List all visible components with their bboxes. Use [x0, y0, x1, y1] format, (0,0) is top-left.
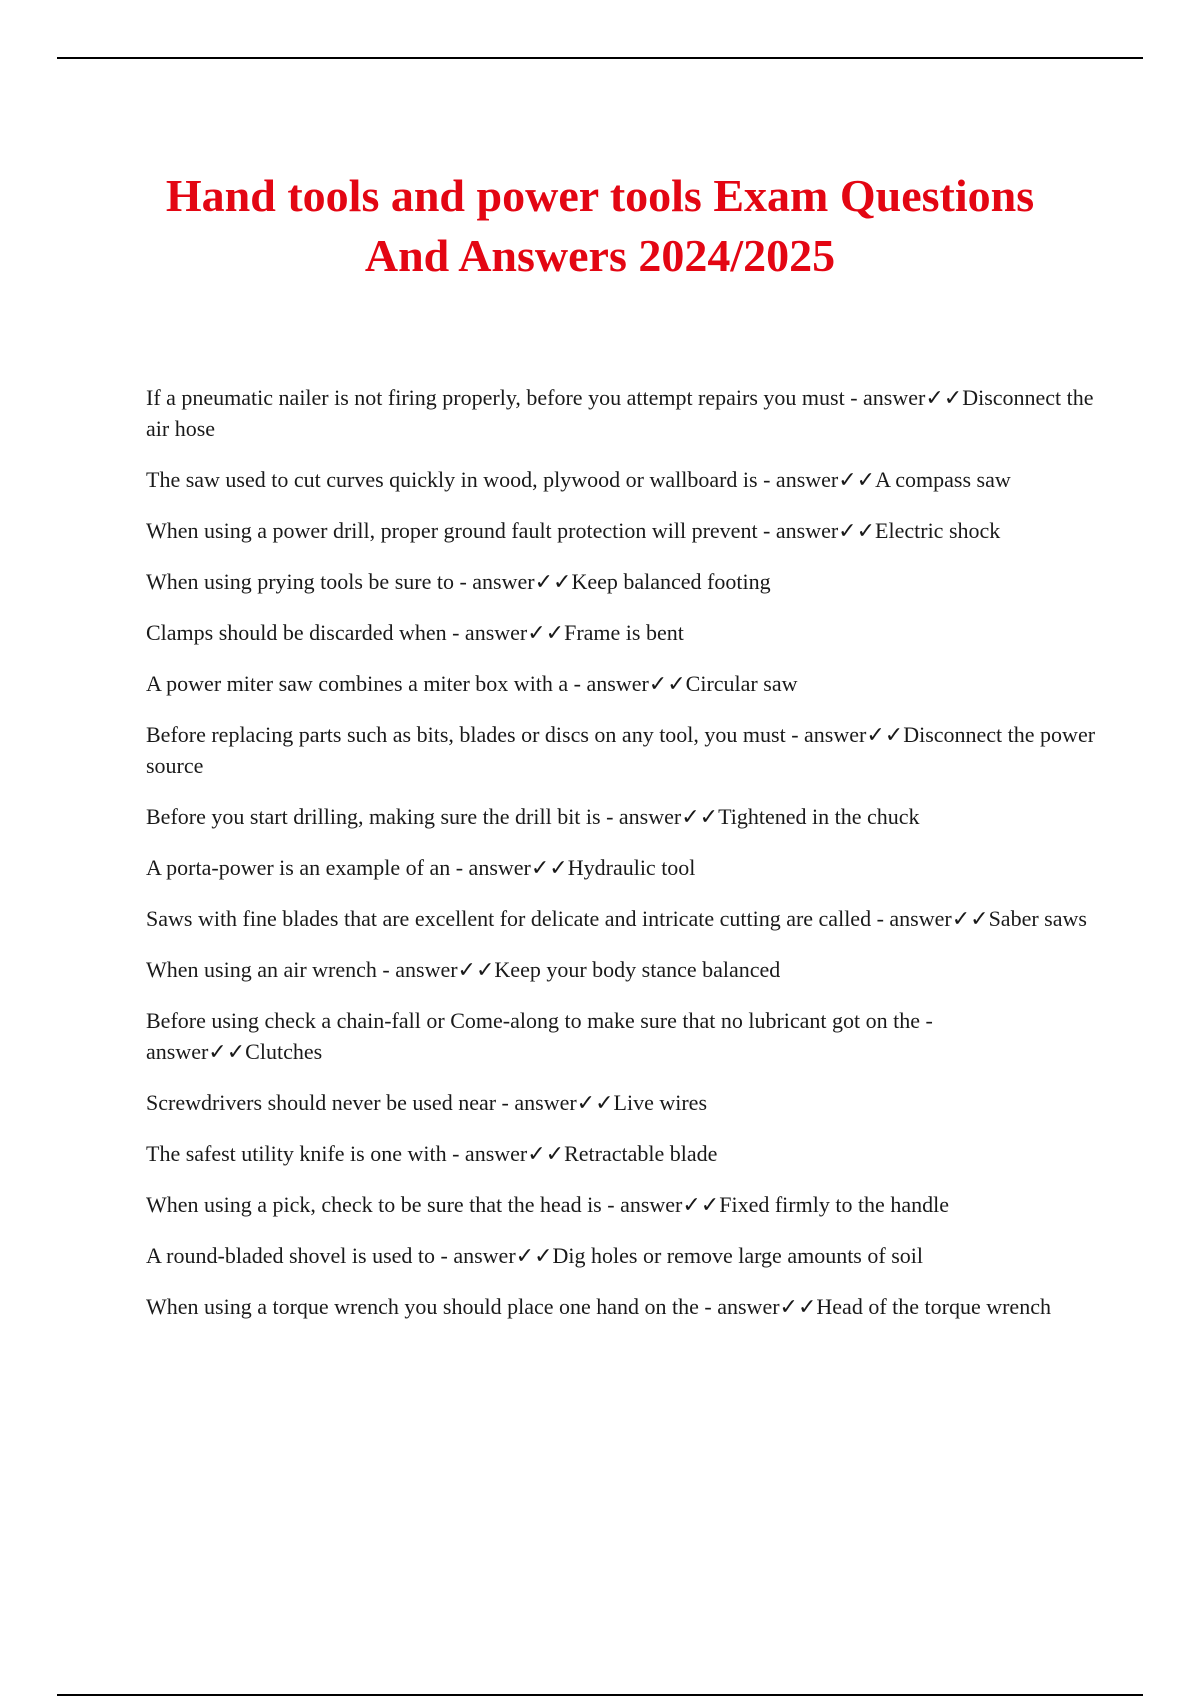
qa-item: A porta-power is an example of an - answer✓✓Hydraulic tool	[146, 855, 696, 880]
qa-item: Clamps should be discarded when - answer✓✓Frame is bent	[146, 620, 684, 645]
qa-item: The saw used to cut curves quickly in wood, plywood or wallboard is - answer✓✓A compass saw	[146, 467, 1011, 492]
qa-item: When using an air wrench - answer✓✓Keep your body stance balanced	[146, 957, 781, 982]
qa-item: The safest utility knife is one with - answer✓✓Retractable blade	[146, 1141, 718, 1166]
qa-item: A power miter saw combines a miter box with a - answer✓✓Circular saw	[146, 671, 798, 696]
qa-item: Before using check a chain-fall or Come-along to make sure that no lubricant got on the - answer✓✓Clutches	[146, 1008, 933, 1064]
top-rule	[57, 57, 1143, 59]
title-line-2: And Answers 2024/2025	[364, 230, 836, 281]
qa-item: A round-bladed shovel is used to - answer✓✓Dig holes or remove large amounts of soil	[146, 1243, 923, 1268]
qa-item: Screwdrivers should never be used near - answer✓✓Live wires	[146, 1090, 708, 1115]
qa-item: If a pneumatic nailer is not firing properly, before you attempt repairs you must - answer✓✓Disconnect the air hose	[146, 385, 1094, 441]
qa-item: Saws with fine blades that are excellent for delicate and intricate cutting are called - answer✓✓Saber saws	[146, 906, 1087, 931]
qa-item: Before replacing parts such as bits, blades or discs on any tool, you must - answer✓✓Disconnect the power source	[146, 722, 1096, 778]
bottom-rule	[57, 1694, 1143, 1696]
qa-item: When using a power drill, proper ground fault protection will prevent - answer✓✓Electric shock	[146, 518, 1001, 543]
document-title	[100, 166, 1100, 286]
question-answer-list	[146, 382, 1096, 1342]
qa-item: When using prying tools be sure to - answer✓✓Keep balanced footing	[146, 569, 771, 594]
title-line-1: Hand tools and power tools Exam Questions	[165, 170, 1035, 221]
qa-item: Before you start drilling, making sure the drill bit is - answer✓✓Tightened in the chuck	[146, 804, 920, 829]
qa-item: When using a torque wrench you should place one hand on the - answer✓✓Head of the torque wrench	[146, 1294, 1051, 1319]
qa-item: When using a pick, check to be sure that the head is - answer✓✓Fixed firmly to the handle	[146, 1192, 949, 1217]
